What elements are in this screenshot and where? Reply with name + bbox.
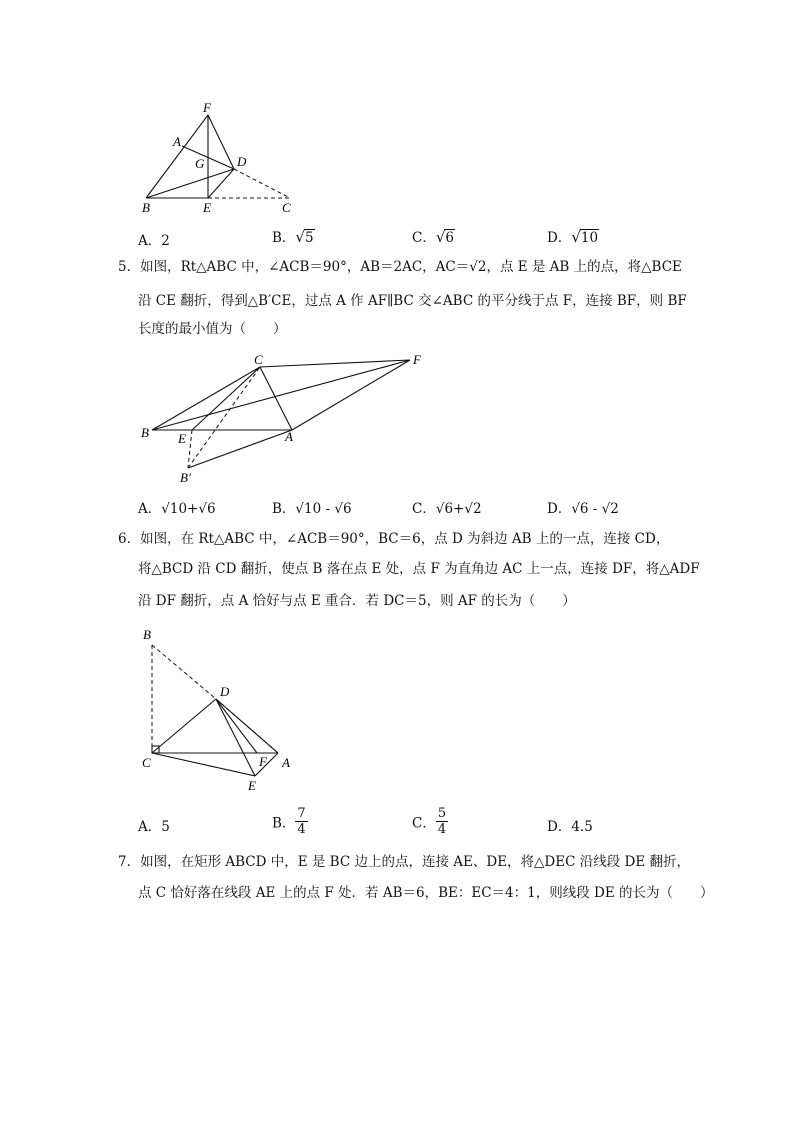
q5-option-c[interactable] — [412, 497, 482, 517]
q4-option-c[interactable] — [412, 226, 455, 246]
fig4-label-B: B — [142, 200, 150, 215]
q4-option-a-letter: A． — [138, 233, 162, 249]
figure-q5 — [135, 348, 435, 488]
q6-option-a-letter: A． — [138, 819, 162, 835]
q4-option-c-letter: C． — [412, 230, 436, 246]
fraction-numerator: 5 — [437, 806, 447, 821]
q4-option-a-value: 2 — [161, 233, 170, 249]
sqrt-symbol: √ — [295, 228, 305, 246]
q4-option-b-value: 5 — [304, 230, 314, 246]
q5-text-line2: 沿 CE 翻折，得到△B′CE，过点 A 作 AF∥BC 交∠ABC 的平分线于点 F，连接 BF，则 BF — [138, 293, 687, 309]
fig5-label-F: F — [413, 352, 421, 367]
q5-option-b[interactable] — [272, 497, 352, 517]
fig4-label-D: D — [237, 154, 247, 169]
fig6-label-A: A — [282, 755, 290, 770]
fig6-label-B: B — [143, 627, 151, 642]
q5-option-a[interactable] — [138, 497, 216, 517]
q6-option-a-value: 5 — [161, 819, 170, 835]
q7-text-line2: 点 C 恰好落在线段 AE 上的点 F 处．若 AB＝6，BE：EC＝4：1，则线段 DE 的长为（ ） — [138, 885, 714, 901]
q5-option-a-letter: A． — [138, 501, 162, 517]
q6-option-d-letter: D． — [547, 819, 572, 835]
q5-option-c-letter: C． — [412, 501, 436, 517]
fig4-label-E: E — [203, 200, 211, 215]
figure-q4 — [130, 100, 310, 220]
q4-option-a[interactable] — [138, 229, 170, 249]
q5-option-d[interactable] — [547, 497, 619, 517]
fig5-label-C: C — [254, 352, 263, 367]
fig4-label-A: A — [173, 134, 181, 149]
q5-option-a-text: √10+√6 — [161, 501, 216, 517]
fig6-label-D: D — [220, 684, 230, 699]
q6-option-c-letter: C． — [412, 815, 436, 832]
q4-option-d-value: 10 — [580, 230, 599, 246]
q6-option-d-value: 4.5 — [571, 819, 593, 835]
fig4-label-C: C — [282, 200, 291, 215]
q5-option-c-text: √6+√2 — [435, 501, 482, 517]
figure-q6 — [135, 624, 300, 796]
fig4-label-G: G — [195, 156, 205, 171]
fig5-label-B: B — [141, 425, 149, 440]
fig5-label-E: E — [178, 431, 186, 446]
q6-option-b-letter: B． — [272, 815, 296, 832]
q6-option-c-fraction — [436, 806, 448, 837]
q5-option-d-text: √6 - √2 — [571, 501, 619, 517]
q6-text-line2: 将△BCD 沿 CD 翻折，使点 B 落在点 E 处，点 F 为直角边 AC 上一点，连接 DF，将△ADF — [138, 561, 700, 577]
q7-text-line1: 7．如图，在矩形 ABCD 中，E 是 BC 边上的点，连接 AE、DE，将△DEC 沿线段 DE 翻折， — [118, 854, 690, 870]
fraction-denominator: 4 — [297, 822, 306, 837]
q4-option-b[interactable] — [272, 226, 315, 246]
q6-option-d[interactable] — [547, 815, 593, 835]
q5-text-line1: 5．如图，Rt△ABC 中，∠ACB＝90°，AB＝2AC，AC＝√2，点 E 是 AB 上的点，将△BCE — [118, 259, 682, 275]
fig6-label-E: E — [248, 778, 256, 793]
q5-text-line3: 长度的最小值为（ ） — [138, 321, 287, 337]
q6-option-b-fraction — [295, 806, 307, 837]
q6-option-b[interactable] — [272, 806, 308, 837]
fig5-label-Bprime: B′ — [180, 470, 191, 485]
fraction-numerator: 7 — [297, 806, 306, 821]
q4-option-d-letter: D． — [547, 230, 572, 246]
q6-text-line3: 沿 DF 翻折，点 A 恰好与点 E 重合．若 DC＝5，则 AF 的长为（ ） — [138, 593, 576, 609]
fraction-denominator: 4 — [437, 822, 447, 837]
q6-option-c[interactable] — [412, 806, 448, 837]
fig6-label-C: C — [142, 755, 151, 770]
fig6-label-F: F — [259, 754, 267, 769]
fig4-label-F: F — [203, 100, 211, 115]
fig5-label-A: A — [285, 429, 293, 444]
q5-option-b-text: √10 - √6 — [295, 501, 352, 517]
q4-option-c-value: 6 — [445, 230, 454, 246]
q5-option-b-letter: B． — [272, 501, 296, 517]
q5-option-d-letter: D． — [547, 501, 572, 517]
q6-text-line1: 6．如图，在 Rt△ABC 中，∠ACB＝90°，BC＝6，点 D 为斜边 AB 上的一点，连接 CD， — [118, 531, 670, 547]
q6-option-a[interactable] — [138, 815, 170, 835]
sqrt-symbol: √ — [571, 228, 581, 246]
q4-option-d[interactable] — [547, 226, 599, 246]
q4-option-b-letter: B． — [272, 230, 296, 246]
sqrt-symbol: √ — [435, 228, 446, 246]
